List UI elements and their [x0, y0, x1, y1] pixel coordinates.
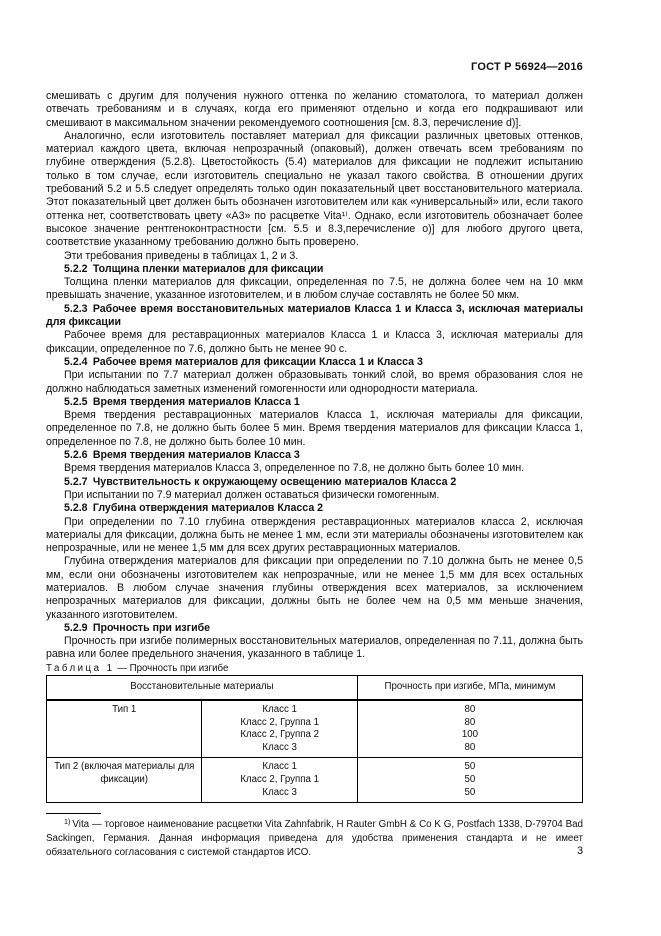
paragraph: Прочность при изгибе полимерных восстановительных материалов, определенная по 7.11, должна быть равна или более предельного значения, указанного в таблице 1. [46, 635, 583, 661]
paragraph: Аналогично, если изготовитель поставляет материал для фиксации различных цветовых оттенков, материал каждого цвета, включая непрозрачный (опаковый), должен отвечать всем требованиям по глубине отверждения (5.2.8). Цветостойкость (5.4) материалов для фиксации не подлежит испытанию только в том случае, если изготовитель специально не указал такого свойства. В отношении других требований 5.2 и 5.5 следует определять только один показательный цвет восстановительного материала. Этот показательный цвет должен быть обозначен изготовителем или как «универсальный» или, если такого оттенка нет, соответствовать цвету «А3» по расцветке Vita¹⁾. Однако, если изготовитель обозначает более высокое значение рентгеноконтрастности [см. 5.5 и 8.3,перечисление о)] для любого другого цвета, соответствие указанному требованию должно быть проверено. [46, 129, 583, 249]
table-caption-label: Таблица 1 [46, 662, 115, 674]
paragraph: Время твердения материалов Класса 3, определенное по 7.8, не должно быть более 10 мин. [64, 462, 525, 475]
strength-value-cell: 80 [357, 742, 582, 758]
paragraph: Время твердения реставрационных материалов Класса 1, исключая материалы для фиксации, определенное по 7.8, не должно быть более 5 мин. Время твердения материалов для фиксации Класса 1, определенное по 7.8, не должно быть более 10 мин. [46, 409, 583, 448]
table-caption-title: Прочность при изгибе [129, 662, 229, 674]
document-body [46, 90, 583, 859]
material-class-cell: Класс 2, Группа 1 [202, 717, 357, 730]
footnote-text: Vita — торговое наименование расцветки Vita Zahnfabrik, H Rauter GmbH & Co K G, Postfach 1338, D-79704 Bad Sackingen, Германия. Данная информация приведена для удобства применения стандарта и не имеет обязательного согласования с системой стандартов ИСО. [46, 819, 583, 858]
material-class-cell: Класс 1 [202, 700, 357, 717]
material-class-cell: Класс 1 [202, 758, 357, 774]
paragraph: Рабочее время для реставрационных материалов Класса 1 и Класса 3, исключая материалы для фиксации, определенное по 7.6, должно быть не менее 90 с. [46, 329, 583, 355]
material-type-cell: Тип 2 (включая материалы для фиксации) [47, 758, 202, 803]
table-header-row [47, 676, 583, 701]
section-heading: 5.2.8 Глубина отверждения материалов Класса 2 [64, 502, 324, 515]
paragraph: Эти требования приведены в таблицах 1, 2 и 3. [64, 249, 299, 262]
material-type-cell: Тип 1 [112, 704, 137, 716]
strength-value-cell: 50 [357, 774, 582, 787]
section-heading: 5.2.3 Рабочее время восстановительных материалов Класса 1 и Класса 3, исключая материалы для фиксации [46, 302, 583, 329]
material-class-cell: Класс 2, Группа 1 [202, 774, 357, 787]
material-class-cell: Класс 3 [202, 787, 357, 803]
footnote-rule [46, 813, 101, 814]
section-heading: 5.2.4 Рабочее время материалов для фиксации Класса 1 и Класса 3 [64, 355, 423, 368]
page-number: 3 [577, 845, 583, 857]
paragraph: При определении по 7.10 глубина отверждения реставрационных материалов класса 2, исключая материалы для фиксации, должна быть не менее 1 мм, если эти материалы обозначены изготовителем как непрозрачные, или не менее 1,5 мм для всех других реставрационных материалов. [46, 515, 583, 555]
paragraph: Глубина отверждения материалов для фиксации при определении по 7.10 должна быть не менее 0,5 мм, если они обозначены изготовителем как непрозрачные, или не менее 1,5 мм для всех остальных материалов. В любом случае значения глубины отверждения всех материалов, за исключением непрозрачных материалов для фиксации, должны быть не более чем на 0,5 мм меньше значения, указанного изготовителем. [46, 555, 583, 621]
document-code-header: ГОСТ Р 56924—2016 [471, 61, 583, 73]
section-heading: 5.2.5 Время твердения материалов Класса 1 [64, 395, 300, 408]
strength-value-cell: 80 [357, 717, 582, 730]
table-caption-sep: — [114, 662, 130, 674]
section-heading: 5.2.2 Толщина пленки материалов для фиксации [64, 262, 324, 275]
strength-value-cell: 50 [357, 758, 582, 774]
strength-value-cell: 80 [357, 700, 582, 717]
footnote-marker: 1) [64, 816, 71, 826]
flexural-strength-table [46, 675, 583, 803]
table-body [47, 700, 583, 803]
strength-value-cell: 100 [357, 729, 582, 742]
material-class-cell: Класс 2, Группа 2 [202, 729, 357, 742]
strength-column-header: Прочность при изгибе, МПа, минимум [357, 676, 582, 701]
paragraph: При испытании по 7.7 материал должен образовывать тонкий слой, во время образования слоя не должно наблюдаться заметных изменений гомогенности или однородности материала. [46, 369, 583, 395]
paragraph: При испытании по 7.9 материал должен оставаться физически гомогенным. [64, 488, 440, 501]
section-heading: 5.2.7 Чувствительность к окружающему освещению материалов Класса 2 [64, 475, 457, 488]
table-row [47, 758, 583, 774]
body-blocks [46, 90, 583, 662]
section-heading: 5.2.9 Прочность при изгибе [64, 621, 211, 634]
paragraph: смешивать с другим для получения нужного оттенка по желанию стоматолога, то материал должен отвечать требованиям и в случаях, когда его применяют отдельно и когда его подкрашивают или смешивают в максимальном значении рекомендуемого соотношения [см. 8.3, перечисление d)]. [46, 90, 583, 129]
table-row [47, 700, 583, 717]
material-class-cell: Класс 3 [202, 742, 357, 758]
table-caption [46, 662, 583, 675]
strength-value-cell: 50 [357, 787, 582, 803]
materials-column-header: Восстановительные материалы [47, 676, 358, 701]
paragraph: Толщина пленки материалов для фиксации, определенная по 7.5, не должна более чем на 10 мкм превышать значение, указанное изготовителем, и в любом случае составлять не более 50 мкм. [46, 276, 583, 302]
section-heading: 5.2.6 Время твердения материалов Класса 3 [64, 449, 300, 462]
